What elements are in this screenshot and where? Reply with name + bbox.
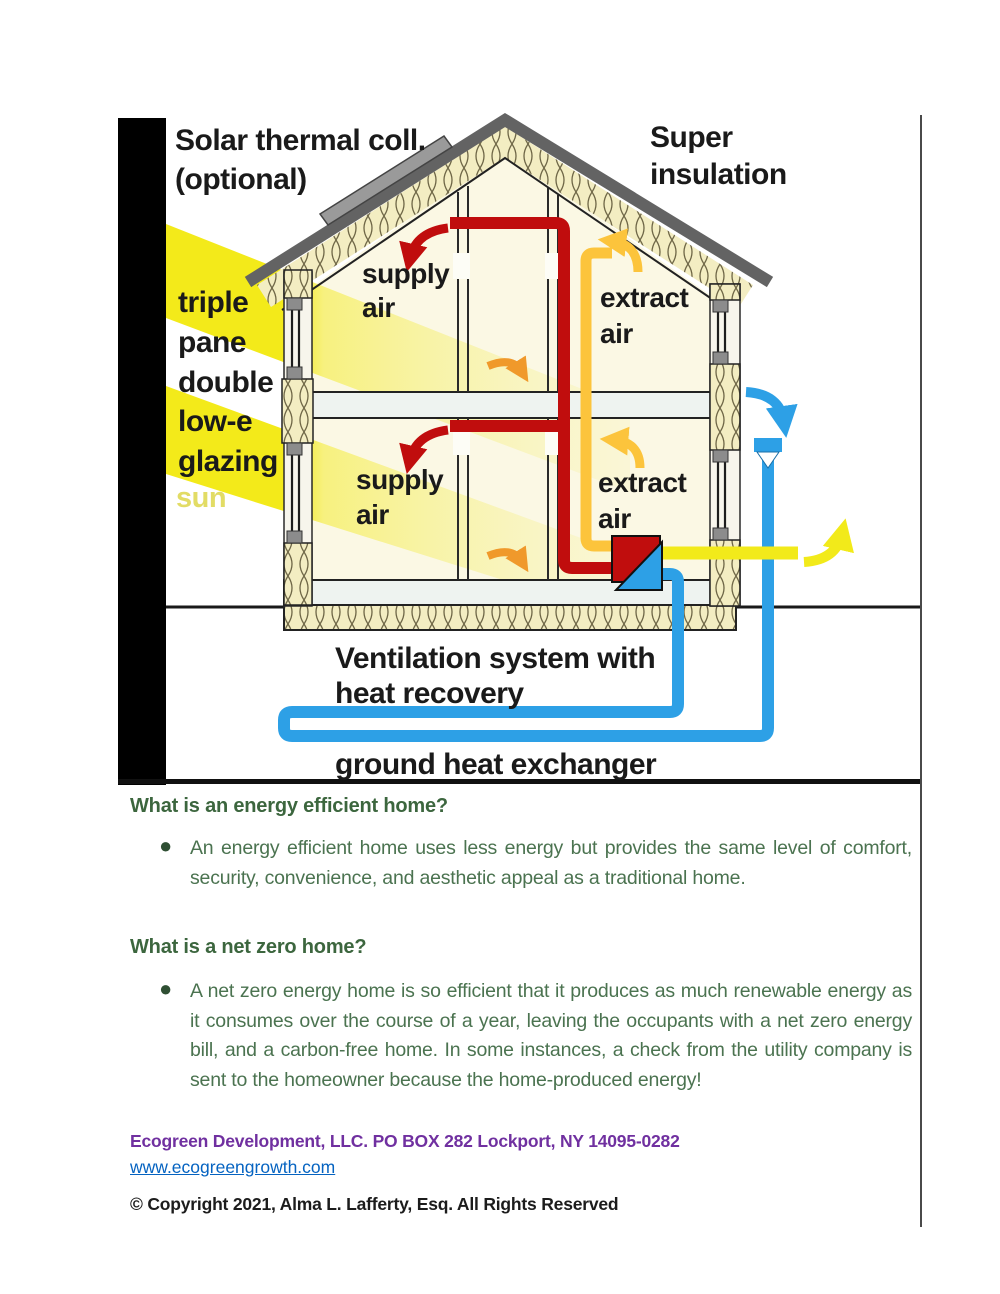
label-glazing: glazing (178, 445, 278, 478)
label-extract-air-upper: extract (600, 282, 689, 313)
label-solar-collector: (optional) (175, 163, 307, 196)
left-black-bar (118, 118, 166, 785)
label-ground-heat-exchanger: ground heat exchanger (335, 748, 657, 781)
company-address-line: Ecogreen Development, LLC. PO BOX 282 Lockport, NY 14095-0282 (130, 1131, 680, 1151)
list-item (155, 977, 912, 1095)
fresh-air-intake-funnel (757, 452, 779, 468)
label-extract-air-lower: air (598, 503, 631, 534)
label-glazing: low-e (178, 405, 253, 438)
website-link[interactable]: www.ecogreengrowth.com (130, 1157, 336, 1177)
bullet-text-net-zero: A net zero energy home is so efficient that it produces as much renewable energy as it consumes over the course of a year, leaving the occupants with a net zero energy bill, and a carbon-free home. In some instances, a check from the utility company is sent to the homeowner because the home-produced energy! (190, 980, 912, 1091)
label-supply-air-upper: supply (362, 258, 450, 289)
label-glazing: double (178, 366, 274, 399)
mid-floor-slab (308, 392, 738, 418)
copyright-line: © Copyright 2021, Alma L. Lafferty, Esq. All Rights Reserved (130, 1194, 619, 1214)
label-super-insulation: Super (650, 121, 733, 154)
section-heading-net-zero: What is a net zero home? (130, 936, 367, 958)
label-ventilation-system: heat recovery (335, 677, 524, 710)
floor-insulation (284, 605, 736, 630)
fresh-air-pipe-cap (754, 438, 782, 452)
label-supply-air-upper: air (362, 292, 395, 323)
list-item (155, 834, 912, 893)
sun-watermark-label: sun (176, 482, 227, 514)
label-extract-air-upper: air (600, 318, 633, 349)
left-wall (282, 270, 313, 606)
exhaust-air-arrow-icon (804, 534, 842, 562)
heat-exchanger-unit (612, 536, 662, 590)
label-glazing: triple (178, 286, 249, 319)
section-heading-energy-efficient: What is an energy efficient home? (130, 795, 448, 817)
ground-floor-slab (284, 580, 736, 605)
label-supply-air-lower: supply (356, 464, 444, 495)
bullet-text-energy-efficient: An energy efficient home uses less energy but provides the same level of comfort, security, convenience, and aesthetic appeal as a traditional home. (190, 837, 912, 889)
fresh-air-arrow-icon (746, 392, 784, 422)
label-glazing: pane (178, 326, 247, 359)
bullet-icon: ● (159, 833, 173, 858)
label-extract-air-lower: extract (598, 467, 687, 498)
label-solar-collector: Solar thermal coll. (175, 124, 426, 157)
page-right-border (920, 115, 922, 1227)
label-super-insulation: insulation (650, 158, 787, 191)
label-ventilation-system: Ventilation system with (335, 642, 656, 675)
label-supply-air-lower: air (356, 499, 389, 530)
bullet-icon: ● (159, 976, 173, 1001)
